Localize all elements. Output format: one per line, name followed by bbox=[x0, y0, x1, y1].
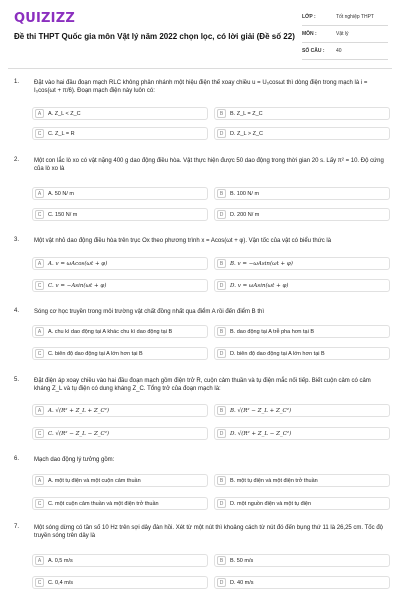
option-letter-d: D bbox=[217, 349, 226, 358]
option-text: C. một cuộn cảm thuần và một điện trở thuần bbox=[48, 500, 159, 507]
meta-label: LỚP : bbox=[302, 14, 316, 20]
answer-option-b[interactable] bbox=[214, 474, 390, 487]
option-text: D. biên độ dao động tại A lớn hơn tại B bbox=[230, 350, 325, 357]
question-text: Một sóng dừng có tần số 10 Hz trên sợi dây đàn hồi. Xét từ một nút thì khoảng cách từ nút đó đến bụng thứ 11 là 26,25 cm. Tốc độ truyền sóng trên dây là bbox=[34, 525, 383, 540]
option-letter-c: C bbox=[35, 499, 44, 508]
option-text: C. 150 N/ m bbox=[48, 211, 78, 218]
option-letter-a: A bbox=[35, 476, 44, 485]
option-letter-b: B bbox=[217, 556, 226, 565]
option-letter-a: A bbox=[35, 406, 44, 415]
question-text: Sóng cơ học truyền trong môi trường vật chất đồng nhất qua điểm A rồi đến điểm B thì bbox=[34, 309, 265, 315]
option-letter-d: D bbox=[217, 429, 226, 438]
answer-option-c[interactable] bbox=[32, 127, 208, 140]
question-number: 2. bbox=[14, 157, 20, 163]
answer-option-b[interactable] bbox=[214, 107, 390, 120]
question-text: Một vật nhỏ dao động điều hòa trên trục Ox theo phương trình x = Acos(ωt + φ). Vận tốc của vật có biểu thức là bbox=[34, 238, 332, 244]
option-text: C. 0,4 m/s bbox=[48, 579, 74, 586]
option-letter-d: D bbox=[217, 499, 226, 508]
option-letter-b: B bbox=[217, 327, 226, 336]
answer-option-a[interactable] bbox=[32, 257, 208, 270]
question-number: 5. bbox=[14, 377, 20, 383]
answer-option-b[interactable] bbox=[214, 187, 390, 200]
meta-value: Tốt nghiệp THPT bbox=[336, 14, 374, 20]
option-letter-c: C bbox=[35, 429, 44, 438]
question-text: Một con lắc lò xo có vật nặng 400 g dao động điều hòa. Vật thực hiện được 50 dao động trong thời gian 20 s. Lấy π² = 10. Độ cứng của lò xo là bbox=[34, 158, 384, 173]
question-number: 4. bbox=[14, 308, 20, 314]
question-number: 3. bbox=[14, 237, 20, 243]
option-letter-c: C bbox=[35, 578, 44, 587]
question-text: Đặt điện áp xoay chiều vào hai đầu đoạn mạch gồm điện trở R, cuộn cảm thuần và tụ điện mắc nối tiếp. Biết cuộn cảm có cảm kháng Z_L và tụ điện có dung kháng Z_C. Tổng trở của đoạn mạch là: bbox=[34, 378, 371, 393]
option-text: C. Z_L = R bbox=[48, 130, 75, 137]
option-text: B. 50 m/s bbox=[230, 557, 254, 564]
option-text: B. √(R² − Z_L + Z_C²) bbox=[230, 407, 292, 414]
option-text: C. v = −Asin(ωt + φ) bbox=[48, 282, 107, 289]
answer-option-d[interactable] bbox=[214, 127, 390, 140]
option-letter-d: D bbox=[217, 129, 226, 138]
option-text: B. dao động tại A trễ pha hơn tại B bbox=[230, 328, 315, 335]
option-letter-c: C bbox=[35, 349, 44, 358]
meta-label: MÔN : bbox=[302, 31, 317, 37]
option-text: A. 0,5 m/s bbox=[48, 557, 73, 564]
option-text: A. Z_L < Z_C bbox=[48, 110, 81, 117]
option-text: B. một tụ điện và một điện trở thuần bbox=[230, 477, 318, 484]
question-text: Mạch dao động lý tưởng gồm: bbox=[34, 457, 115, 463]
answer-option-c[interactable] bbox=[32, 208, 208, 221]
option-text: A. 50 N/ m bbox=[48, 190, 74, 197]
option-text: C. √(R² − Z_L − Z_C²) bbox=[48, 430, 110, 437]
meta-row-class bbox=[302, 9, 388, 26]
option-text: C. biên độ dao động tại A lớn hơn tại B bbox=[48, 350, 143, 357]
option-letter-a: A bbox=[35, 327, 44, 336]
header-divider bbox=[8, 68, 392, 69]
answer-option-d[interactable] bbox=[214, 497, 390, 510]
question-number: 6. bbox=[14, 456, 20, 462]
quizizz-logo: QUIZIZZ bbox=[14, 11, 75, 26]
option-letter-b: B bbox=[217, 189, 226, 198]
option-letter-b: B bbox=[217, 259, 226, 268]
option-letter-c: C bbox=[35, 210, 44, 219]
answer-option-a[interactable] bbox=[32, 187, 208, 200]
option-letter-d: D bbox=[217, 210, 226, 219]
question-text: Đặt vào hai đầu đoạn mạch RLC không phân nhánh một hiệu điện thế xoay chiều u = U₀cosωt thì dòng điện trong mạch là i = I₀cos(ωt + π/6). Đoạn mạch điện này luôn có: bbox=[34, 80, 368, 95]
answer-option-b[interactable] bbox=[214, 325, 390, 338]
option-letter-c: C bbox=[35, 129, 44, 138]
answer-option-d[interactable] bbox=[214, 576, 390, 589]
option-letter-b: B bbox=[217, 476, 226, 485]
option-text: D. √(R² + Z_L − Z_C²) bbox=[230, 430, 292, 437]
meta-label: SỐ CÂU : bbox=[302, 48, 325, 54]
answer-option-a[interactable] bbox=[32, 325, 208, 338]
option-text: B. Z_L = Z_C bbox=[230, 110, 263, 117]
answer-option-b[interactable] bbox=[214, 404, 390, 417]
option-text: A. chu kì dao động tại A khác chu kì dao động tại B bbox=[48, 328, 173, 335]
answer-option-b[interactable] bbox=[214, 257, 390, 270]
option-text: D. 40 m/s bbox=[230, 579, 254, 586]
answer-option-d[interactable] bbox=[214, 208, 390, 221]
option-letter-a: A bbox=[35, 189, 44, 198]
option-letter-d: D bbox=[217, 578, 226, 587]
option-letter-a: A bbox=[35, 109, 44, 118]
meta-row-question-count bbox=[302, 43, 388, 60]
option-text: B. v = −ωAsin(ωt + φ) bbox=[230, 260, 293, 267]
answer-option-c[interactable] bbox=[32, 347, 208, 360]
worksheet-meta bbox=[302, 9, 388, 60]
option-letter-a: A bbox=[35, 259, 44, 268]
answer-option-a[interactable] bbox=[32, 107, 208, 120]
option-text: D. một nguồn điện và một tụ điện bbox=[230, 500, 312, 507]
answer-option-c[interactable] bbox=[32, 576, 208, 589]
option-text: D. Z_L > Z_C bbox=[230, 130, 263, 137]
answer-option-c[interactable] bbox=[32, 497, 208, 510]
answer-option-d[interactable] bbox=[214, 279, 390, 292]
meta-value: 40 bbox=[336, 48, 342, 54]
answer-option-b[interactable] bbox=[214, 554, 390, 567]
worksheet-header bbox=[0, 0, 400, 66]
answer-option-d[interactable] bbox=[214, 427, 390, 440]
option-text: D. 200 N/ m bbox=[230, 211, 260, 218]
question-number: 7. bbox=[14, 524, 20, 530]
option-letter-b: B bbox=[217, 406, 226, 415]
answer-option-a[interactable] bbox=[32, 554, 208, 567]
meta-row-subject bbox=[302, 26, 388, 43]
answer-option-a[interactable] bbox=[32, 404, 208, 417]
option-text: D. v = ωAsin(ωt + φ) bbox=[230, 282, 289, 289]
answer-option-c[interactable] bbox=[32, 279, 208, 292]
option-text: A. một tụ điện và một cuộn cảm thuần bbox=[48, 477, 141, 484]
question-number: 1. bbox=[14, 79, 20, 85]
option-letter-d: D bbox=[217, 281, 226, 290]
meta-value: Vật lý bbox=[336, 31, 349, 37]
option-letter-a: A bbox=[35, 556, 44, 565]
option-letter-c: C bbox=[35, 281, 44, 290]
option-text: A. √(R² + Z_L + Z_C²) bbox=[48, 407, 110, 414]
option-letter-b: B bbox=[217, 109, 226, 118]
option-text: A. v = ωAcos(ωt + φ) bbox=[48, 260, 108, 267]
answer-option-c[interactable] bbox=[32, 427, 208, 440]
answer-option-a[interactable] bbox=[32, 474, 208, 487]
page-title: Đề thi THPT Quốc gia môn Vật lý năm 2022 chọn lọc, có lời giải (Đề số 22) bbox=[14, 32, 295, 41]
option-text: B. 100 N/ m bbox=[230, 190, 260, 197]
answer-option-d[interactable] bbox=[214, 347, 390, 360]
